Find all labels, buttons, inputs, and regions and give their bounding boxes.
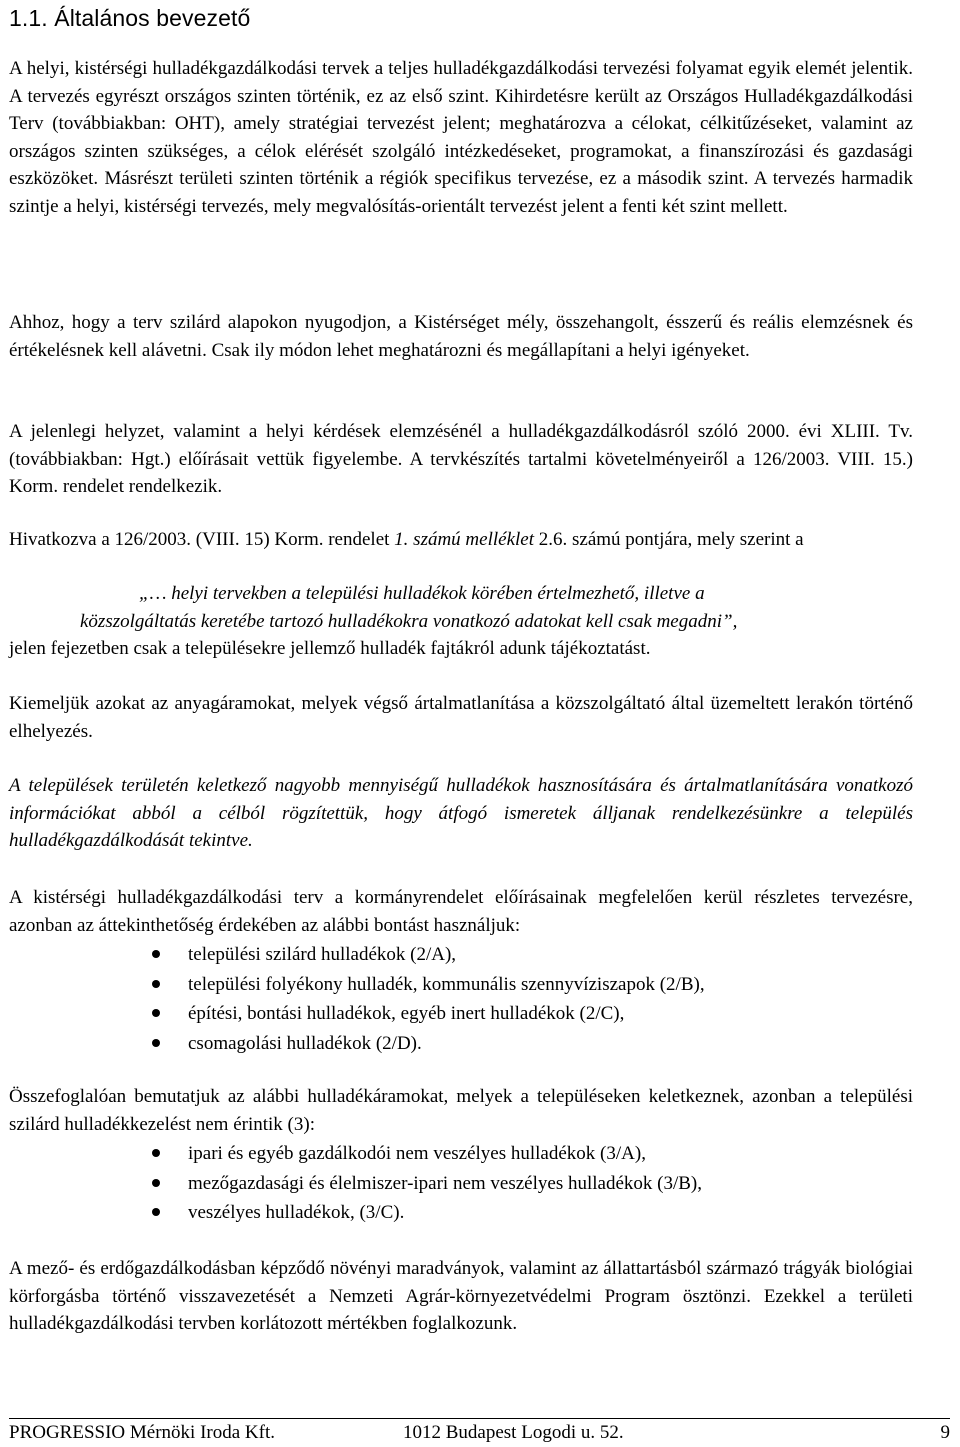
summary-list: [9, 1139, 702, 1228]
footer-page-number: 9: [940, 1422, 950, 1443]
list-item: építési, bontási hulladékok, egyéb inert hulladékok (2/C),: [9, 999, 705, 1029]
reference-text-c: 2.6. számú pontjára, mely szerint a: [534, 529, 804, 550]
intro-sentence-1: A helyi, kistérségi hulladékgazdálkodási tervek a teljes hulladékgazdálkodási tervezési folyamat egyik elemét jelentik. A tervezés egyrészt országos szinten történik, ez az első szint.: [9, 58, 913, 107]
paragraph-legal-basis: A jelenlegi helyzet, valamint a helyi kérdések elemzésénél a hulladékgazdálkodásról szóló 2000. évi XLIII. Tv. (továbbiakban: Hgt.) előírásait vettük figyelembe. A tervkészítés tartalmi követelményeiről a 126/2003. VIII. 15.) Korm. rendelet rendelkezik.: [9, 421, 913, 498]
bullet-icon: [152, 1009, 160, 1017]
footer-address: 1012 Budapest Logodi u. 52.: [403, 1422, 624, 1443]
bullet-icon: [152, 1179, 160, 1187]
section-heading: 1.1. Általános bevezető: [9, 5, 251, 31]
paragraph-reference: [9, 526, 913, 554]
paragraph-italic-info: A települések területén keletkező nagyobb mennyiségű hulladékok hasznosítására és ártalmatlanítására vonatkozó információkat abból a célból rögzítettük, hogy átfogó ismeretek álljanak rendelkezésünkre a település hulladékgazdálkodását tekintve.: [9, 775, 913, 852]
intro-sentence-2: Kihirdetésre került az Országos Hulladékgazdálkodási Terv (továbbiakban: OHT), amely stratégiai tervezést jelent; meghatározva a célokat, célkitűzéseket, valamint az országos szinten szükséges, a célok elérését szolgáló intézkedéseket, programokat, a finanszírozási és gazdasági eszközöket.: [9, 85, 914, 190]
list-item: települési szilárd hulladékok (2/A),: [9, 940, 705, 970]
reference-annex: 1. számú melléklet: [394, 529, 534, 550]
list-item: csomagolási hulladékok (2/D).: [9, 1029, 705, 1059]
page-footer: [9, 1418, 950, 1445]
reference-text-a: Hivatkozva a 126/2003. (VIII. 15) Korm. rendelet: [9, 529, 395, 550]
breakdown-list: [9, 940, 705, 1058]
list-item: veszélyes hulladékok, (3/C).: [9, 1198, 702, 1228]
paragraph-summary: Összefoglalóan bemutatjuk az alábbi hulladékáramokat, melyek a településeken keletkeznek, azonban a települési szilárd hulladékkezelést nem érintik (3):: [9, 1086, 913, 1135]
quote-line-1: „… helyi tervekben a települési hulladékok körében értelmezhető, illetve a: [139, 583, 705, 604]
bullet-icon: [152, 1149, 160, 1157]
bullet-icon: [152, 1208, 160, 1216]
list-item: települési folyékony hulladék, kommunális szennyvíziszapok (2/B),: [9, 970, 705, 1000]
bullet-icon: [152, 980, 160, 988]
quote-line-2: közszolgáltatás keretébe tartozó hulladékokra vonatkozó adatokat kell csak megadni”,: [80, 610, 738, 632]
list-item: ipari és egyéb gazdálkodói nem veszélyes hulladékok (3/A),: [9, 1139, 702, 1169]
quote-block: [9, 580, 913, 663]
bullet-icon: [152, 1039, 160, 1047]
intro-paragraph: [9, 55, 913, 221]
paragraph-analysis: Ahhoz, hogy a terv szilárd alapokon nyugodjon, a Kistérséget mély, összehangolt, ésszerű és reális elemzésnek és értékelésnek kell alávetni. Csak ily módon lehet meghatározni és megállapítani a helyi igényeket.: [9, 312, 913, 361]
paragraph-agriculture: A mező- és erdőgazdálkodásban képződő növényi maradványok, valamint az állattartásból származó trágyák biológiai körforgásba történő visszavezetését a Nemzeti Agrár-környezetvédelmi Program ösztönzi. Ezekkel a területi hulladékgazdálkodási tervben korlátozott mértékben foglalkozunk.: [9, 1258, 913, 1335]
intro-sentence-3: Másrészt területi szinten történik a régiók specifikus tervezése, ez a második szint.: [104, 168, 749, 190]
paragraph-breakdown: A kistérségi hulladékgazdálkodási terv a kormányrendelet előírásainak megfelelően kerül részletes tervezésre, azonban az áttekinthetőség érdekében az alábbi bontást használjuk:: [9, 887, 913, 936]
list-item: mezőgazdasági és élelmiszer-ipari nem veszélyes hulladékok (3/B),: [9, 1169, 702, 1199]
intro-sentence-4: A tervezés harmadik szintje a helyi, kistérségi tervezés, mely megvalósítás-orientált tervezést jelent a fenti két szint mellett.: [9, 168, 914, 217]
paragraph-material-flows: Kiemeljük azokat az anyagáramokat, melyek végső ártalmatlanítása a közszolgáltató által üzemeltett lerakón történő elhelyezés.: [9, 693, 913, 742]
bullet-icon: [152, 950, 160, 958]
quote-line-3: jelen fejezetben csak a településekre jellemző hulladék fajtákról adunk tájékoztatást.: [9, 638, 651, 660]
footer-company: PROGRESSIO Mérnöki Iroda Kft.: [9, 1422, 275, 1443]
